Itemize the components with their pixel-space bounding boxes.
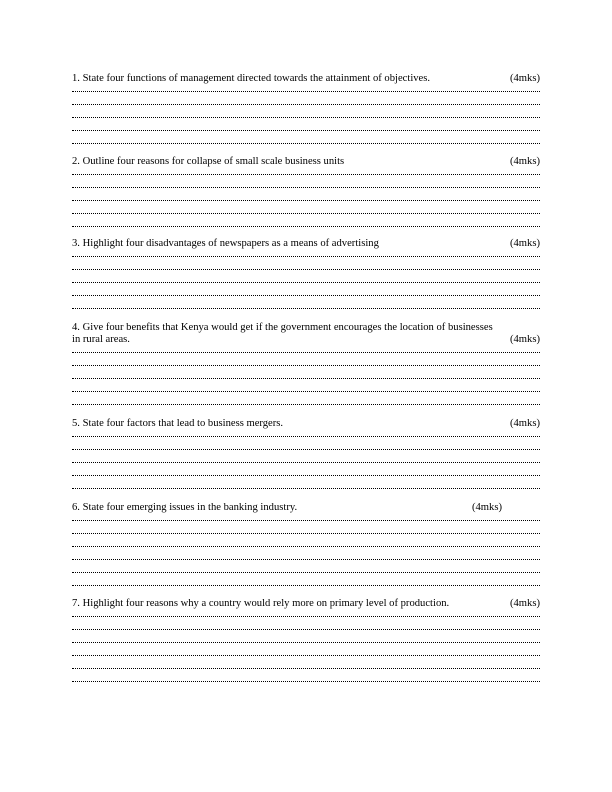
answer-line[interactable] bbox=[72, 669, 540, 682]
answer-line[interactable] bbox=[72, 437, 540, 450]
answer-line[interactable] bbox=[72, 560, 540, 573]
question-text bbox=[72, 238, 379, 250]
answer-line[interactable] bbox=[72, 257, 540, 270]
answer-line[interactable] bbox=[72, 450, 540, 463]
answer-line[interactable] bbox=[72, 250, 540, 257]
question-marks: (4mks) bbox=[509, 156, 540, 167]
answer-line[interactable] bbox=[72, 131, 540, 144]
answer-line[interactable] bbox=[72, 214, 540, 227]
question-marks: (4mks) bbox=[509, 598, 540, 609]
answer-line[interactable] bbox=[72, 610, 540, 617]
question-2 bbox=[72, 156, 540, 227]
question-4 bbox=[72, 322, 540, 405]
question-number: 6. bbox=[72, 502, 80, 513]
question-6 bbox=[72, 502, 540, 586]
question-number: 1. bbox=[72, 73, 80, 84]
question-text bbox=[72, 598, 449, 610]
question-marks: (4mks) bbox=[509, 418, 540, 429]
question-prompt: State four emerging issues in the banking industry. bbox=[82, 502, 298, 513]
question-number: 3. bbox=[72, 238, 80, 249]
question-marks: (4mks) bbox=[509, 238, 540, 249]
answer-line[interactable] bbox=[72, 430, 540, 437]
answer-line[interactable] bbox=[72, 521, 540, 534]
answer-line[interactable] bbox=[72, 118, 540, 131]
answer-line[interactable] bbox=[72, 168, 540, 175]
answer-line[interactable] bbox=[72, 353, 540, 366]
answer-line[interactable] bbox=[72, 270, 540, 283]
question-3 bbox=[72, 238, 540, 309]
question-text bbox=[72, 156, 344, 168]
question-header bbox=[72, 418, 540, 430]
question-5 bbox=[72, 418, 540, 489]
question-text bbox=[72, 418, 283, 430]
question-header bbox=[72, 502, 540, 514]
answer-line[interactable] bbox=[72, 283, 540, 296]
question-marks: (4mks) bbox=[509, 334, 540, 345]
question-header bbox=[72, 598, 540, 610]
question-text bbox=[72, 73, 430, 85]
question-number: 7. bbox=[72, 598, 80, 609]
answer-line[interactable] bbox=[72, 85, 540, 92]
answer-line[interactable] bbox=[72, 392, 540, 405]
question-marks: (4mks) bbox=[471, 502, 502, 513]
question-text bbox=[72, 322, 502, 346]
answer-line[interactable] bbox=[72, 547, 540, 560]
answer-line[interactable] bbox=[72, 617, 540, 630]
answer-line[interactable] bbox=[72, 379, 540, 392]
question-prompt: State four factors that lead to business mergers. bbox=[82, 418, 284, 429]
question-prompt: Highlight four reasons why a country would rely more on primary level of production. bbox=[82, 598, 450, 609]
answer-line[interactable] bbox=[72, 175, 540, 188]
answer-line[interactable] bbox=[72, 630, 540, 643]
answer-line[interactable] bbox=[72, 188, 540, 201]
question-number: 4. bbox=[72, 322, 80, 333]
answer-line[interactable] bbox=[72, 656, 540, 669]
answer-line[interactable] bbox=[72, 514, 540, 521]
answer-line[interactable] bbox=[72, 476, 540, 489]
question-header bbox=[72, 322, 540, 346]
answer-line[interactable] bbox=[72, 92, 540, 105]
question-prompt: Highlight four disadvantages of newspapers as a means of advertising bbox=[82, 238, 379, 249]
answer-line[interactable] bbox=[72, 296, 540, 309]
question-header bbox=[72, 73, 540, 85]
question-7 bbox=[72, 598, 540, 682]
answer-line[interactable] bbox=[72, 201, 540, 214]
question-prompt: State four functions of management directed towards the attainment of objectives. bbox=[82, 73, 431, 84]
question-prompt: Outline four reasons for collapse of small scale business units bbox=[82, 156, 345, 167]
answer-line[interactable] bbox=[72, 643, 540, 656]
question-prompt: Give four benefits that Kenya would get if the government encourages the location of businesses in rural areas. bbox=[72, 322, 493, 345]
question-number: 5. bbox=[72, 418, 80, 429]
answer-line[interactable] bbox=[72, 105, 540, 118]
question-marks: (4mks) bbox=[509, 73, 540, 84]
question-text bbox=[72, 502, 297, 514]
question-1 bbox=[72, 73, 540, 144]
answer-line[interactable] bbox=[72, 366, 540, 379]
question-header bbox=[72, 238, 540, 250]
answer-line[interactable] bbox=[72, 463, 540, 476]
question-header bbox=[72, 156, 540, 168]
answer-line[interactable] bbox=[72, 573, 540, 586]
answer-line[interactable] bbox=[72, 534, 540, 547]
question-number: 2. bbox=[72, 156, 80, 167]
answer-line[interactable] bbox=[72, 346, 540, 353]
